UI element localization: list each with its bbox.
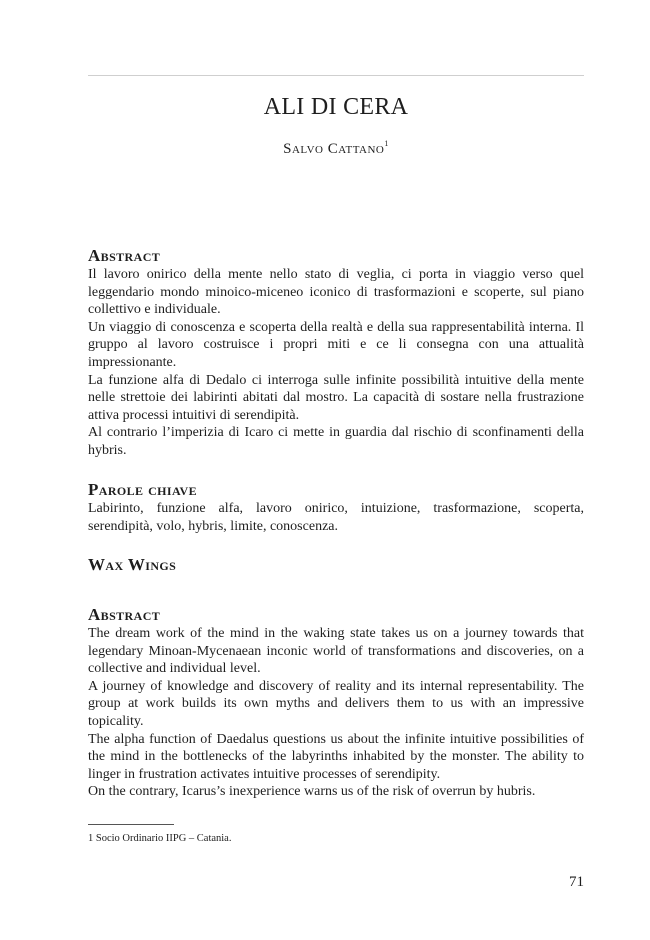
footnote-rule [88,824,174,825]
footnote-marker[interactable]: 1 [384,139,389,148]
english-title: Wax Wings [88,555,177,574]
abstract-paragraph: The dream work of the mind in the waking state takes us on a journey towards that legendary Minoan-Mycenaean inconic world of transformations and discoveries, on a collective and individual level. [88,626,584,677]
abstract-heading-it: Abstract [88,246,161,265]
footnote: 1 Socio Ordinario IIPG – Catania. [88,833,232,844]
abstract-paragraph: A journey of knowledge and discovery of reality and its internal representability. The group at work builds its own myths and delivers them to us with an impressive topicality. [88,678,584,729]
page [88,0,584,940]
header-rule [88,75,584,76]
author-name: Salvo Cattano [283,141,385,157]
abstract-body-it [88,266,584,460]
keywords-section [88,480,584,535]
abstract-paragraph: Al contrario l’imperizia di Icaro ci mette in guardia dal rischio di sconfinamenti della hybris. [88,425,584,458]
abstract-paragraph: On the contrary, Icarus’s inexperience warns us of the risk of overrun by hubris. [88,784,536,800]
abstract-paragraph: La funzione alfa di Dedalo ci interroga sulle infinite possibilità intuitive della mente nelle strettoie dei labirinti abitati dal mostro. La capacità di sostare nella frustrazione attiva processi intuitivi di serendipità. [88,372,584,423]
english-abstract [88,605,584,801]
keywords-text: Labirinto, funzione alfa, lavoro onirico, intuizione, trasformazione, scoperta, serendipità, volo, hybris, limite, conoscenza. [88,501,584,534]
article-title: ALI DI CERA [263,94,409,120]
keywords-heading: Parole chiave [88,480,197,499]
abstract-heading-en: Abstract [88,605,161,624]
abstract-paragraph: Il lavoro onirico della mente nello stato di veglia, ci porta in viaggio verso quel leggendario mondo minoico-miceneo iconico di trasformazioni e scoperte, sul piano collettivo e individuale. [88,267,584,318]
abstract-paragraph: The alpha function of Daedalus questions us about the infinite intuitive possibilities of the mind in the bottlenecks of the labyrinths inhabited by the monster. The ability to linger in frustration activates intuitive processes of serendipity. [88,731,584,782]
abstract-paragraph: Un viaggio di conoscenza e scoperta della realtà e della sua rappresentabilità interna. Il gruppo al lavoro costruisce i propri miti e ce li consegna con una attualità impressionante. [88,319,584,370]
abstract-body-en [88,625,584,801]
author-line [88,139,584,158]
english-title-section [88,555,584,575]
page-number: 71 [569,874,584,890]
italian-abstract [88,246,584,460]
